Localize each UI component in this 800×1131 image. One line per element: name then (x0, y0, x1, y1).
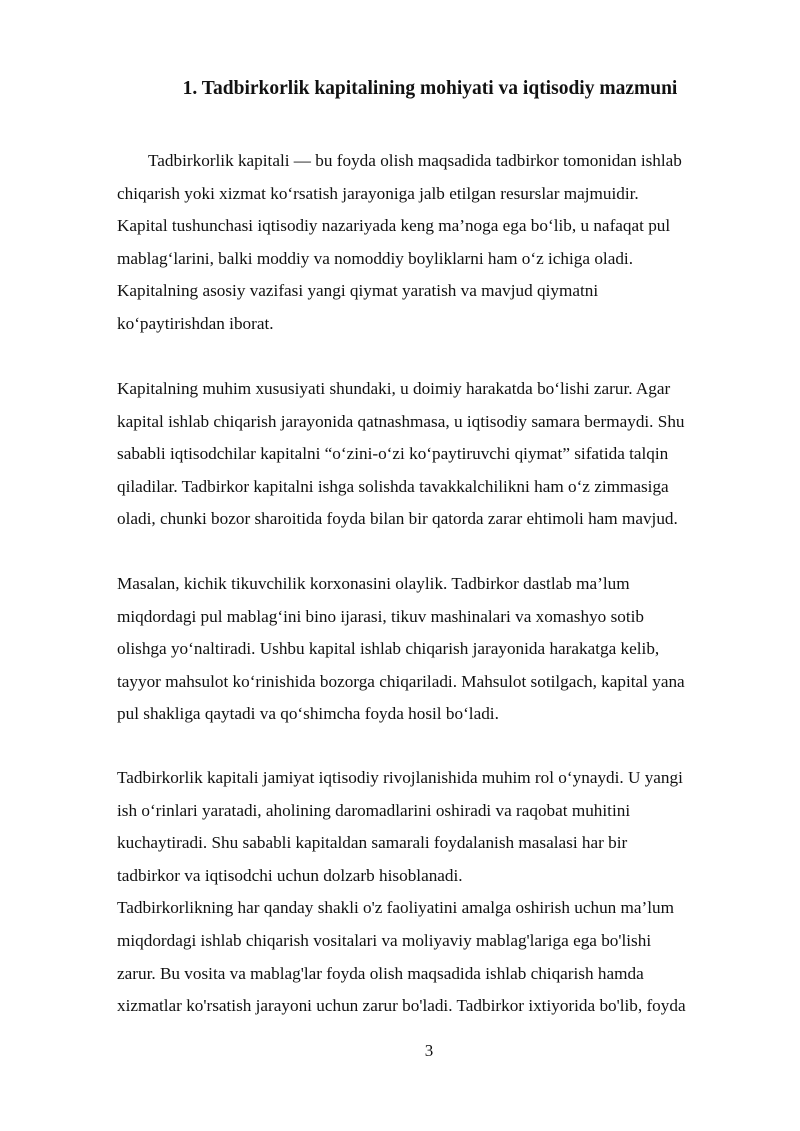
paragraph-line: Kapitalning muhim xususiyati shundaki, u doimiy harakatda bo‘lishi zarur. Agar (117, 379, 671, 398)
section-title: 1. Tadbirkorlik kapitalining mohiyati va iqtisodiy mazmuni (182, 78, 678, 99)
paragraph-line: Kapital tushunchasi iqtisodiy nazariyada keng ma’noga ega bo‘lib, u nafaqat pul (117, 216, 671, 236)
paragraph-line: miqdordagi pul mablag‘ini bino ijarasi, tikuv mashinalari va xomashyo sotib (117, 606, 644, 626)
paragraph-line: Tadbirkorlikning har qanday shakli o'z faoliyatini amalga oshirish uchun ma’lum (117, 898, 675, 918)
paragraph-line: xizmatlar ko'rsatish jarayoni uchun zarur bo'ladi. Tadbirkor ixtiyorida bo'lib, foyda (117, 996, 686, 1016)
paragraph-line: zarur. Bu vosita va mablag'lar foyda olish maqsadida ishlab chiqarish hamda (117, 963, 644, 983)
paragraph-line: tayyor mahsulot ko‘rinishida bozorga chiqariladi. Mahsulot sotilgach, kapital yana (117, 671, 685, 691)
paragraph-line: Tadbirkorlik kapitali — bu foyda olish maqsadida tadbirkor tomonidan ishlab (148, 151, 682, 170)
paragraph-line: Kapitalning asosiy vazifasi yangi qiymat yaratish va mavjud qiymatni (117, 281, 599, 301)
paragraph-line: Tadbirkorlik kapitali jamiyat iqtisodiy rivojlanishida muhim rol o‘ynaydi. U yangi (117, 768, 683, 787)
paragraph-line: Masalan, kichik tikuvchilik korxonasini olaylik. Tadbirkor dastlab ma’lum (117, 574, 630, 593)
paragraph-4 (117, 762, 747, 1023)
paragraph-line: tadbirkor va iqtisodchi uchun dolzarb hisoblanadi. (117, 865, 463, 885)
paragraph-line: ish o‘rinlari yaratadi, aholining daromadlarini oshiradi va raqobat muhitini (117, 800, 631, 820)
paragraph-line: qiladilar. Tadbirkor kapitalni ishga solishda tavakkalchilikni ham o‘z zimmasiga (117, 476, 669, 496)
paragraph-line: olishga yo‘naltiradi. Ushbu kapital ishlab chiqarish jarayonida harakatga kelib, (117, 639, 660, 659)
paragraph-line: mablag‘larini, balki moddiy va nomoddiy boyliklarni ham o‘z ichiga oladi. (117, 248, 633, 268)
page-number: 3 (424, 1041, 434, 1060)
paragraph-line: kapital ishlab chiqarish jarayonida qatnashmasa, u iqtisodiy samara bermaydi. Shu (117, 411, 685, 431)
paragraph-3 (117, 568, 747, 731)
paragraph-line: chiqarish yoki xizmat ko‘rsatish jarayoniga jalb etilgan resurslar majmuidir. (117, 183, 639, 203)
paragraph-line: pul shakliga qaytadi va qo‘shimcha foyda hosil bo‘ladi. (117, 704, 499, 724)
paragraph-line: ko‘paytirishdan iborat. (117, 313, 274, 333)
paragraph-line: oladi, chunki bozor sharoitida foyda bilan bir qatorda zarar ehtimoli ham mavjud. (117, 509, 678, 529)
paragraph-2 (117, 373, 747, 536)
paragraph-1 (117, 145, 747, 341)
paragraph-line: miqdordagi ishlab chiqarish vositalari va moliyaviy mablag'lariga ega bo'lishi (117, 930, 652, 950)
paragraph-line: kuchaytiradi. Shu sababli kapitaldan samarali foydalanish masalasi har bir (117, 833, 628, 853)
paragraph-line: sababli iqtisodchilar kapitalni “o‘zini-o‘zi ko‘paytiruvchi qiymat” sifatida talqin (117, 444, 669, 464)
